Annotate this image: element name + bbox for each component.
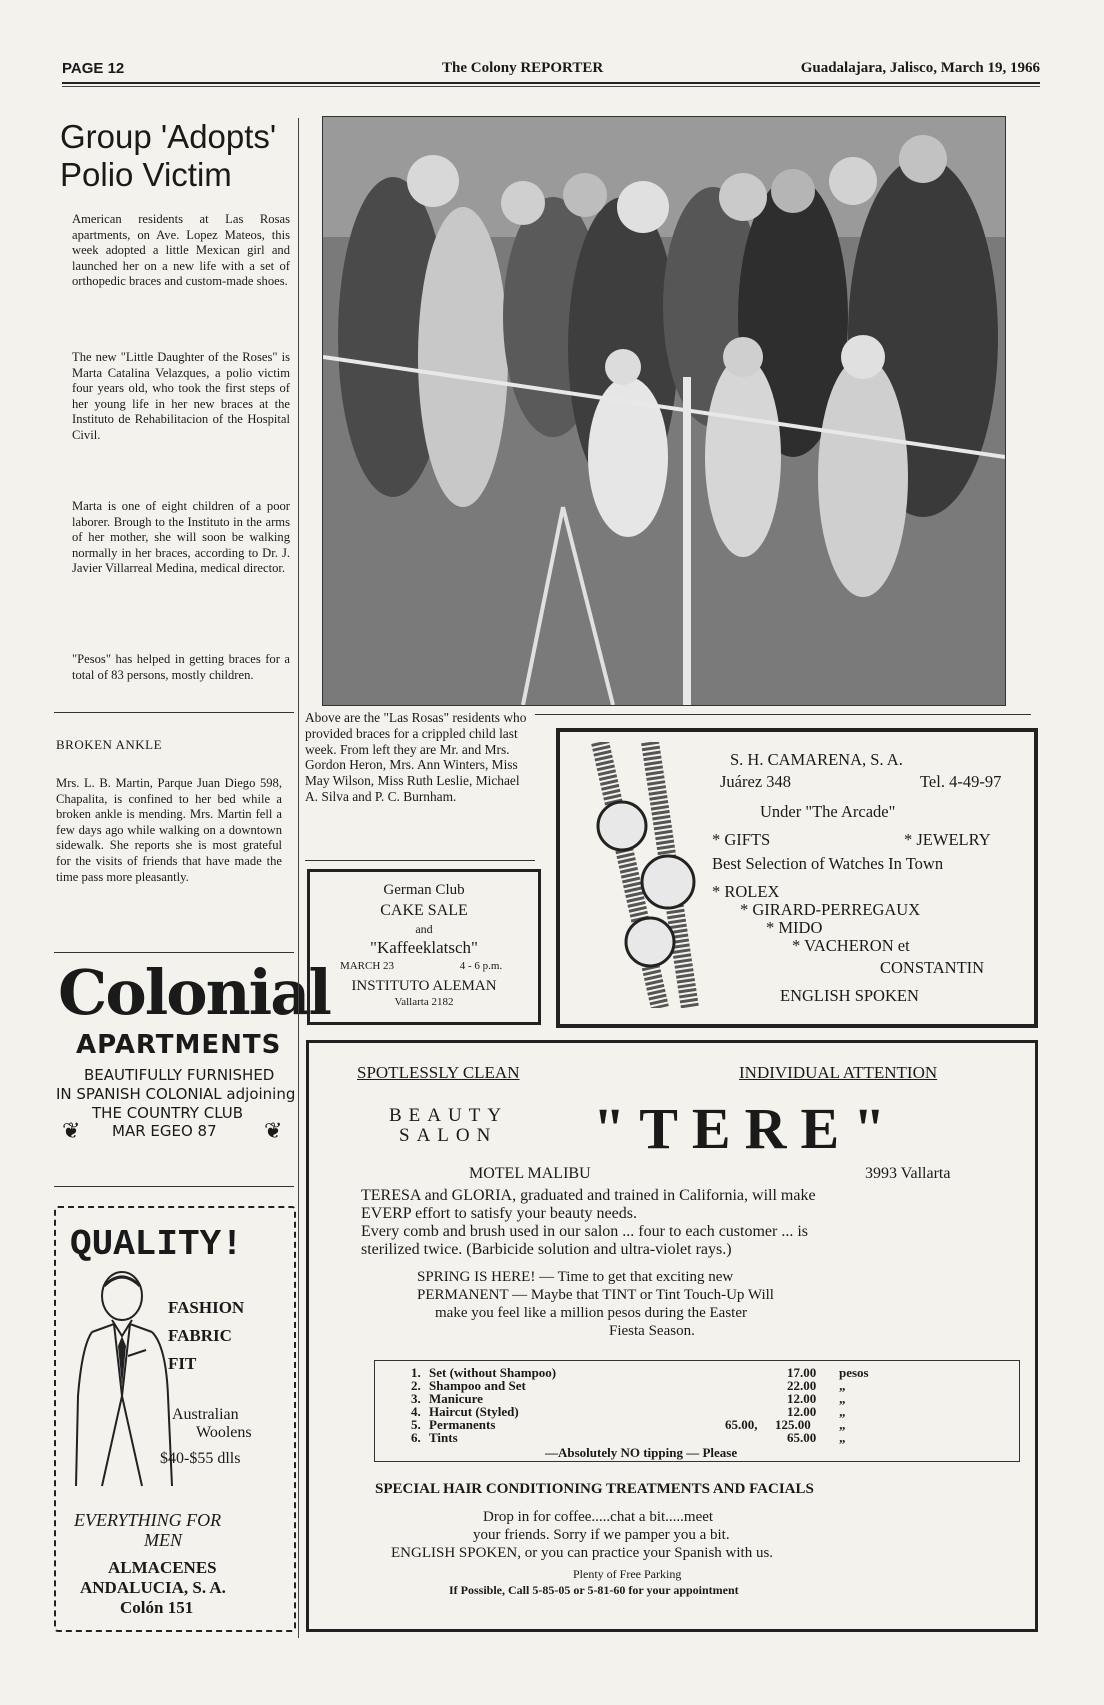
price-number: 5.: [411, 1417, 421, 1432]
colonial-ad-line: IN SPANISH COLONIAL adjoining: [56, 1085, 296, 1103]
price-unit: „: [839, 1378, 846, 1393]
tere-copy: sterilized twice. (Barbicide solution and ultra-violet rays.): [361, 1241, 732, 1258]
tere-spring: Fiesta Season.: [609, 1323, 695, 1339]
price-value: 65.00: [787, 1430, 817, 1445]
quality-tagline: EVERYTHING FOR: [74, 1510, 222, 1530]
divider: [535, 714, 1031, 715]
page-number: PAGE 12: [62, 60, 125, 77]
price-unit: „: [839, 1391, 846, 1406]
quality-item-fabric: FABRIC: [168, 1326, 232, 1345]
tere-spring: PERMANENT — Maybe that TINT or Tint Touch-Up Will: [417, 1287, 774, 1303]
fabric-line: Woolens: [196, 1424, 252, 1441]
store-name: ANDALUCIA, S. A.: [80, 1578, 226, 1597]
divider: [305, 860, 535, 861]
divider: [54, 712, 294, 713]
fleur-ornament-icon: ❦: [62, 1118, 81, 1143]
tere-copy: EVERP effort to satisfy your beauty needs.: [361, 1205, 637, 1222]
price-item: Shampoo and Set: [429, 1378, 526, 1393]
german-ad-line: INSTITUTO ALEMAN: [351, 978, 497, 994]
dateline: Guadalajara, Jalisco, March 19, 1966: [800, 60, 1040, 76]
quality-price: $40-$55 dlls: [160, 1450, 241, 1467]
tere-parking: Plenty of Free Parking: [573, 1567, 682, 1581]
quality-item-fashion: FASHION: [168, 1298, 245, 1317]
price-unit: „: [839, 1417, 846, 1432]
article-paragraph: Marta is one of eight children of a poor laborer. Brough to the Instituto in the arms of her mother, she will soon be walking normally in her braces, according to Dr. J. Javier Villarreal Medina, medical director.: [72, 499, 290, 576]
german-ad-date: MARCH 23: [339, 960, 395, 972]
tere-copy: TERESA and GLORIA, graduated and trained in California, will make: [361, 1187, 816, 1204]
camarena-name: S. H. CAMARENA, S. A.: [730, 750, 903, 769]
german-ad-line: and: [415, 922, 433, 936]
newspaper-name: The Colony REPORTER: [442, 60, 604, 76]
headline-line-2: Polio Victim: [60, 156, 232, 193]
german-ad-line: "Kaffeeklatsch": [370, 938, 478, 957]
camarena-best: Best Selection of Watches In Town: [712, 854, 944, 873]
price-alt: 65.00,: [725, 1417, 758, 1432]
colonial-ad-line: BEAUTIFULLY FURNISHED: [84, 1066, 275, 1084]
brief-text: Mrs. L. B. Martin, Parque Juan Diego 598, Chapalita, is confined to her bed while a broken ankle is mending. Mrs. Martin fell a few days ago while walking on a downtown sidewalk. She reports she is most grateful for the visits of friends that have made the time pass more pleasantly.: [56, 776, 282, 884]
masthead: [62, 58, 1040, 84]
article-paragraph: American residents at Las Rosas apartments, on Ave. Lopez Mateos, this week adopted a little Mexican girl and launched her on a new life with a set of orthopedic braces and custom-made shoes.: [72, 212, 290, 289]
camarena-phone: Tel. 4-49-97: [920, 772, 1002, 791]
german-ad-line: German Club: [383, 882, 465, 898]
colonial-ad-subtitle: APARTMENTS: [76, 1030, 282, 1060]
divider: [54, 952, 294, 953]
store-name: ALMACENES: [108, 1558, 217, 1577]
german-ad-time: 4 - 6 p.m.: [459, 960, 503, 972]
camarena-brand: CONSTANTIN: [880, 958, 985, 977]
tere-call: If Possible, Call 5-85-05 or 5-81-60 for your appointment: [449, 1583, 739, 1597]
photo-scene: [323, 117, 1005, 705]
tere-slogan: SPOTLESSLY CLEAN: [357, 1063, 520, 1082]
fleur-ornament-icon: ❦: [264, 1118, 283, 1143]
masthead-rule: [62, 86, 1040, 87]
price-unit: „: [839, 1430, 846, 1445]
colonial-ad-line: THE COUNTRY CLUB: [92, 1104, 244, 1122]
price-row: [375, 1430, 1019, 1445]
price-item: Manicure: [429, 1391, 483, 1406]
tere-address: 3993 Vallarta: [865, 1165, 951, 1182]
watches-illustration: [580, 742, 710, 1008]
tere-beauty: BEAUTY: [389, 1105, 509, 1126]
camarena-jewelry: * JEWELRY: [904, 830, 991, 849]
price-value: 125.00: [775, 1417, 811, 1432]
price-value: 12.00: [787, 1404, 817, 1419]
quality-tagline: MEN: [144, 1530, 182, 1550]
fabric-line: Australian: [172, 1406, 239, 1423]
tere-drop: your friends. Sorry if we pamper you a bit.: [473, 1527, 730, 1543]
tere-slogan: INDIVIDUAL ATTENTION: [739, 1063, 938, 1082]
tere-name: "TERE": [593, 1096, 900, 1161]
article-paragraph: The new "Little Daughter of the Roses" is Marta Catalina Velazques, a polio victim four years old, who took the first steps of her young life in her new braces at the Instituto de Rehabilitacion of the Hospital Civil.: [72, 350, 290, 442]
camarena-brand: * MIDO: [766, 918, 823, 937]
price-number: 3.: [411, 1391, 421, 1406]
camarena-english: ENGLISH SPOKEN: [780, 986, 919, 1005]
price-value: 22.00: [787, 1378, 817, 1393]
camarena-location: Under "The Arcade": [760, 802, 896, 821]
brief-title: BROKEN ANKLE: [56, 737, 163, 752]
article-headline: [60, 118, 295, 194]
headline-line-1: Group 'Adopts': [60, 118, 277, 155]
tere-copy: Every comb and brush used in our salon ... four to each customer ... is: [361, 1223, 809, 1240]
tere-drop: Drop in for coffee.....chat a bit.....meet: [483, 1509, 714, 1525]
quality-ad-title: QUALITY!: [70, 1224, 243, 1265]
camarena-brand: * VACHERON et: [792, 936, 910, 955]
price-item: Set (without Shampoo): [429, 1365, 557, 1380]
tere-location: MOTEL MALIBU: [469, 1165, 591, 1182]
tere-salon-ad: [306, 1040, 1038, 1632]
german-club-ad: [307, 869, 541, 1025]
camarena-brand: * ROLEX: [712, 882, 780, 901]
price-number: 2.: [411, 1378, 421, 1393]
divider: [54, 1186, 294, 1187]
camarena-brand: * GIRARD-PERREGAUX: [740, 900, 921, 919]
tere-special: SPECIAL HAIR CONDITIONING TREATMENTS AND FACIALS: [375, 1481, 814, 1497]
price-number: 1.: [411, 1365, 421, 1380]
german-ad-title: CAKE SALE: [380, 902, 468, 919]
price-list: [374, 1360, 1020, 1462]
price-item: Permanents: [429, 1417, 496, 1432]
price-unit: pesos: [839, 1365, 869, 1380]
article-paragraph: "Pesos" has helped in getting braces for a total of 83 persons, mostly children.: [72, 652, 290, 682]
german-ad-line: Vallarta 2182: [394, 996, 454, 1008]
tere-salon: SALON: [399, 1125, 498, 1146]
quality-item-fit: FIT: [168, 1354, 197, 1373]
camarena-gifts: * GIFTS: [712, 830, 771, 849]
tere-spring: make you feel like a million pesos during the Easter: [435, 1305, 747, 1321]
group-photo: [322, 116, 1006, 706]
price-row: [375, 1445, 1019, 1460]
price-item: Tints: [429, 1430, 458, 1445]
price-value: 12.00: [787, 1391, 817, 1406]
camarena-address: Juárez 348: [720, 772, 792, 791]
colonial-ad-address: MAR EGEO 87: [112, 1122, 217, 1140]
photo-caption: Above are the "Las Rosas" residents who provided braces for a crippled child last week. From left they are Mr. and Mrs. Gordon Heron, Mrs. Ann Winters, Miss May Wilson, Miss Ruth Leslie, Michael A. Silva and P. C. Burnham.: [305, 710, 527, 804]
column-rule: [298, 118, 299, 1638]
tere-spring: SPRING IS HERE! — Time to get that exciting new: [417, 1269, 734, 1285]
price-value: 17.00: [787, 1365, 817, 1380]
price-number: 4.: [411, 1404, 421, 1419]
colonial-ad-title: Colonial: [58, 956, 330, 1029]
no-tipping: —Absolutely NO tipping — Please: [545, 1445, 738, 1460]
price-item: Haircut (Styled): [429, 1404, 519, 1419]
store-address: Colón 151: [120, 1598, 194, 1617]
price-unit: „: [839, 1404, 846, 1419]
tere-drop: ENGLISH SPOKEN, or you can practice your Spanish with us.: [391, 1545, 774, 1561]
price-number: 6.: [411, 1430, 421, 1445]
